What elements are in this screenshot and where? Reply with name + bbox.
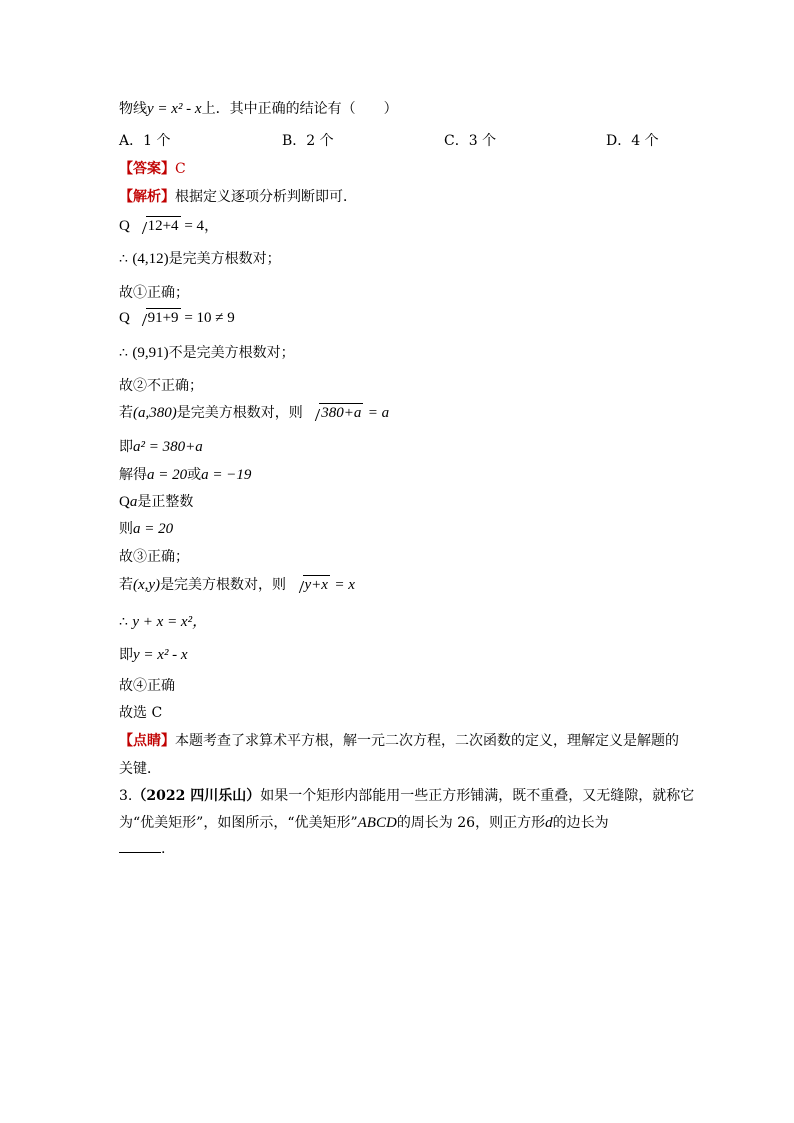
question-source: （2022 四川乐山）: [132, 788, 261, 804]
variable: a: [129, 494, 138, 510]
text: 解得: [119, 467, 147, 483]
radicand: 91+9: [147, 310, 179, 326]
analysis-text: 根据定义逐项分析判断即可．: [175, 189, 357, 205]
step-14: [119, 610, 207, 631]
question-3-line-2: [119, 812, 609, 832]
variable: d: [545, 815, 553, 831]
comment-text: 本题考查了求算术平方根，解一元二次方程，二次函数的定义，理解定义是解题的: [175, 733, 679, 749]
step-13: [119, 574, 355, 594]
text: 即: [119, 647, 133, 663]
step-4: [119, 308, 235, 327]
pair: (4,12): [132, 251, 169, 267]
comment-line-2: 关键．: [119, 761, 161, 777]
sqrt: [293, 575, 330, 594]
step-3: 故①正确；: [119, 285, 189, 301]
equation: y = x² - x: [147, 101, 202, 117]
radicand: 12+4: [147, 218, 179, 234]
question-3-line-3: [119, 840, 165, 857]
pair: (x,y): [133, 577, 161, 593]
option-d: D．4 个: [606, 133, 659, 149]
step-7: [119, 402, 389, 422]
step-6: 故②不正确；: [119, 378, 203, 394]
step-9: [119, 464, 251, 484]
text: 若: [119, 405, 133, 421]
step-1: [119, 214, 219, 235]
text: 上．其中正确的结论有（ ）: [201, 101, 398, 117]
therefore-symbol: ∴: [119, 614, 128, 630]
step-5: [119, 342, 295, 362]
text: = x: [334, 577, 355, 593]
pair: (9,91): [132, 345, 169, 361]
equation: a = 20: [147, 467, 188, 483]
question-text: 如果一个矩形内部能用一些正方形铺满，既不重叠，又无缝隙，就称它: [260, 788, 695, 804]
sqrt: [136, 308, 181, 327]
text: = 10 ≠ 9: [184, 310, 235, 326]
text: 物线: [119, 101, 147, 117]
equation: a² = 380+a: [133, 439, 203, 455]
step-2: [119, 248, 281, 268]
therefore-symbol: ∴: [119, 251, 128, 267]
step-17: 故选 C: [119, 705, 163, 721]
step-16: 故④正确: [119, 678, 175, 694]
question-text: 为“优美矩形”，如图所示，“优美矩形”: [119, 815, 358, 831]
answer-label: 【答案】: [119, 161, 175, 177]
text: 若: [119, 577, 133, 593]
option-c: C．3 个: [444, 133, 497, 149]
comment-label: 【点睛】: [119, 733, 175, 749]
text: .: [161, 841, 166, 857]
step-10: [119, 491, 193, 511]
question-text: 的周长为 26，则正方形: [396, 815, 546, 831]
radicand: y+x: [304, 577, 328, 593]
variable: ABCD: [357, 815, 397, 831]
sqrt: [309, 403, 363, 422]
text: = 4，: [184, 218, 220, 234]
text: 或: [187, 467, 202, 483]
step-8: [119, 436, 203, 456]
therefore-symbol: ∴: [119, 345, 128, 361]
question-text: 的边长为: [552, 815, 609, 831]
radicand: 380+a: [321, 405, 362, 421]
analysis-line: [119, 186, 357, 206]
text: 是正整数: [137, 494, 194, 510]
text: 不是完美方根数对；: [168, 345, 295, 361]
equation: a = −19: [201, 467, 252, 483]
text: 是完美方根数对，则: [176, 405, 303, 421]
text: = a: [367, 405, 390, 421]
text: 则: [119, 521, 133, 537]
question-tail: [119, 98, 398, 118]
pair: (a,380): [133, 405, 177, 421]
question-3-line-1: [119, 785, 694, 805]
analysis-label: 【解析】: [119, 189, 175, 205]
comment-line: [119, 730, 679, 750]
option-b: B．2 个: [282, 133, 334, 149]
step-11: [119, 518, 173, 538]
question-number: 3.: [119, 788, 133, 804]
text: 是完美方根数对，则: [160, 577, 287, 593]
answer-line: [119, 158, 186, 178]
text: 即: [119, 439, 133, 455]
option-a: A．1 个: [119, 133, 171, 149]
text: 是完美方根数对；: [168, 251, 281, 267]
step-12: 故③正确；: [119, 549, 189, 565]
sqrt: [136, 216, 181, 235]
equation: a = 20: [133, 521, 174, 537]
equation: y + x = x²，: [132, 614, 208, 630]
because-symbol: Q: [119, 310, 130, 326]
because-symbol: Q: [119, 218, 130, 234]
answer-value: C: [175, 161, 186, 177]
answer-blank[interactable]: [119, 840, 161, 853]
equation: y = x² - x: [133, 647, 188, 663]
step-15: [119, 644, 188, 664]
because-symbol: Q: [119, 494, 130, 510]
